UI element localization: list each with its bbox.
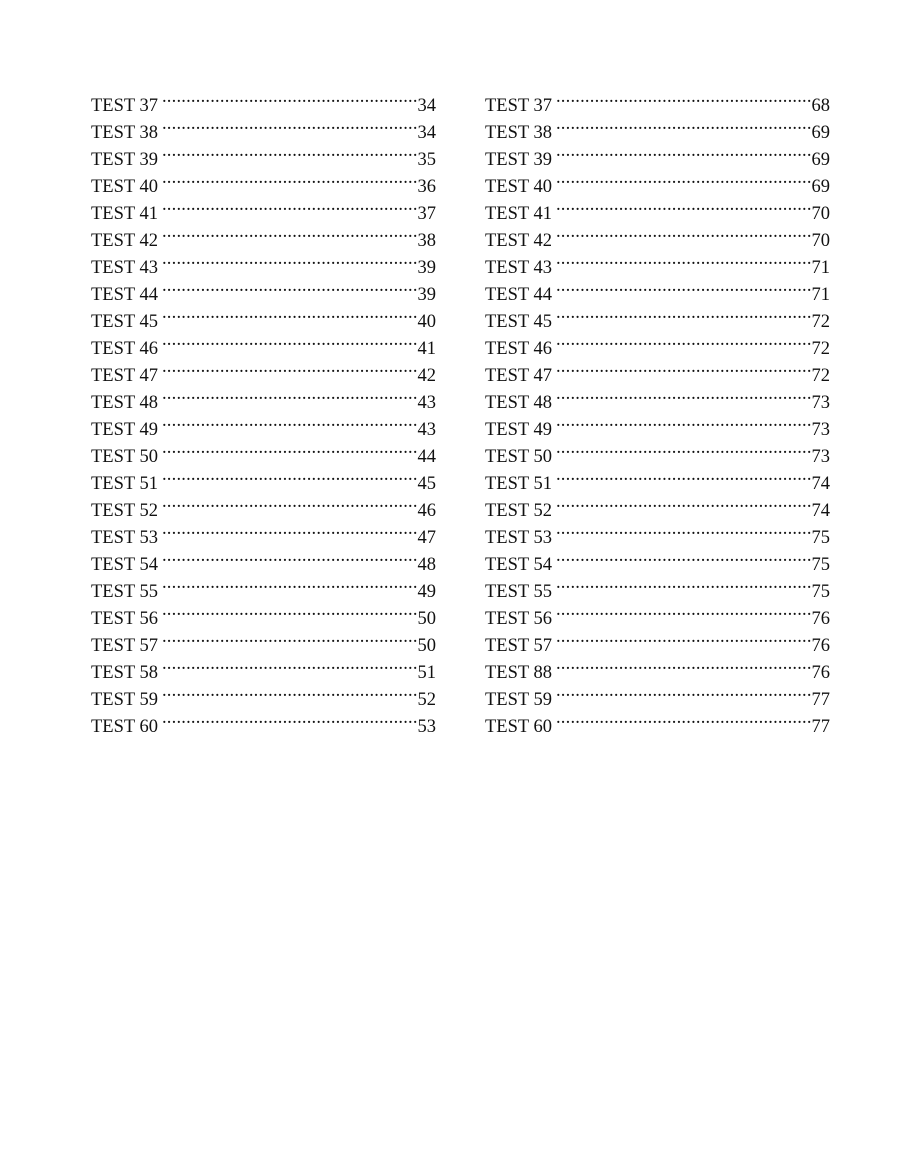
- dot-leader: [556, 219, 811, 246]
- dot-leader: [162, 705, 417, 732]
- toc-entry-page-number: 69: [811, 123, 830, 143]
- toc-entry-label: TEST 54: [485, 555, 552, 575]
- dot-leader: [556, 165, 811, 192]
- toc-entry-page-number: 72: [811, 312, 830, 332]
- toc-entry-label: TEST 55: [485, 582, 552, 602]
- toc-entry-page-number: 52: [417, 690, 436, 710]
- toc-entry-label: TEST 53: [485, 528, 552, 548]
- toc-entry-label: TEST 51: [91, 474, 158, 494]
- toc-entry-page-number: 39: [417, 258, 436, 278]
- toc-entry-page-number: 76: [811, 609, 830, 629]
- toc-entry-label: TEST 56: [91, 609, 158, 629]
- dot-leader: [556, 84, 811, 111]
- dot-leader: [556, 111, 811, 138]
- toc-entry-page-number: 76: [811, 636, 830, 656]
- dot-leader: [556, 354, 811, 381]
- toc-entry-label: TEST 45: [91, 312, 158, 332]
- toc-entry-page-number: 43: [417, 420, 436, 440]
- toc-entry-label: TEST 58: [91, 663, 158, 683]
- toc-entry-label: TEST 54: [91, 555, 158, 575]
- toc-entry-label: TEST 52: [485, 501, 552, 521]
- dot-leader: [162, 489, 417, 516]
- dot-leader: [556, 381, 811, 408]
- toc-entry-label: TEST 46: [91, 339, 158, 359]
- toc-entry-page-number: 71: [811, 285, 830, 305]
- dot-leader: [556, 192, 811, 219]
- toc-entry-page-number: 37: [417, 204, 436, 224]
- dot-leader: [162, 84, 417, 111]
- toc-entry-label: TEST 49: [91, 420, 158, 440]
- toc-entry-page-number: 73: [811, 393, 830, 413]
- dot-leader: [162, 273, 417, 300]
- toc-entry-label: TEST 57: [485, 636, 552, 656]
- toc-entry-label: TEST 48: [485, 393, 552, 413]
- toc-entry: [91, 84, 436, 116]
- toc-entry-page-number: 72: [811, 366, 830, 386]
- dot-leader: [162, 354, 417, 381]
- toc-entry-page-number: 44: [417, 447, 436, 467]
- toc-entry-label: TEST 88: [485, 663, 552, 683]
- dot-leader: [162, 624, 417, 651]
- toc-entry-label: TEST 38: [485, 123, 552, 143]
- toc-entry-page-number: 42: [417, 366, 436, 386]
- dot-leader: [162, 570, 417, 597]
- toc-entry-page-number: 73: [811, 447, 830, 467]
- toc-entry-page-number: 69: [811, 177, 830, 197]
- dot-leader: [556, 246, 811, 273]
- toc-entry-label: TEST 49: [485, 420, 552, 440]
- toc-entry-page-number: 69: [811, 150, 830, 170]
- dot-leader: [162, 246, 417, 273]
- dot-leader: [162, 165, 417, 192]
- toc-entry-page-number: 34: [417, 123, 436, 143]
- dot-leader: [162, 300, 417, 327]
- dot-leader: [162, 543, 417, 570]
- toc-entry-page-number: 74: [811, 501, 830, 521]
- toc-entry-page-number: 34: [417, 96, 436, 116]
- toc-entry-label: TEST 46: [485, 339, 552, 359]
- toc-entry-label: TEST 44: [91, 285, 158, 305]
- dot-leader: [162, 138, 417, 165]
- toc-entry-label: TEST 44: [485, 285, 552, 305]
- dot-leader: [162, 435, 417, 462]
- dot-leader: [556, 570, 811, 597]
- toc-entry-page-number: 75: [811, 528, 830, 548]
- toc-entry-label: TEST 52: [91, 501, 158, 521]
- toc-entry-page-number: 38: [417, 231, 436, 251]
- toc-column-right: [485, 84, 830, 737]
- toc-entry-label: TEST 55: [91, 582, 158, 602]
- toc-entry-page-number: 76: [811, 663, 830, 683]
- toc-entry-label: TEST 41: [485, 204, 552, 224]
- toc-entry-label: TEST 39: [485, 150, 552, 170]
- toc-entry-label: TEST 50: [485, 447, 552, 467]
- dot-leader: [556, 327, 811, 354]
- toc-entry-page-number: 43: [417, 393, 436, 413]
- toc-entry-label: TEST 59: [485, 690, 552, 710]
- dot-leader: [556, 597, 811, 624]
- toc-entry-page-number: 36: [417, 177, 436, 197]
- toc-entry-label: TEST 42: [91, 231, 158, 251]
- toc-entry-page-number: 73: [811, 420, 830, 440]
- toc-entry-page-number: 75: [811, 555, 830, 575]
- toc-entry-page-number: 50: [417, 609, 436, 629]
- toc-entry-page-number: 46: [417, 501, 436, 521]
- toc-entry-page-number: 50: [417, 636, 436, 656]
- dot-leader: [162, 327, 417, 354]
- toc-entry-label: TEST 37: [485, 96, 552, 116]
- dot-leader: [556, 651, 811, 678]
- dot-leader: [556, 273, 811, 300]
- toc-entry-page-number: 35: [417, 150, 436, 170]
- dot-leader: [556, 678, 811, 705]
- toc-column-left: [91, 84, 436, 737]
- toc-entry-page-number: 47: [417, 528, 436, 548]
- toc-entry-page-number: 70: [811, 204, 830, 224]
- dot-leader: [162, 381, 417, 408]
- toc-entry-label: TEST 57: [91, 636, 158, 656]
- toc-entry-label: TEST 38: [91, 123, 158, 143]
- toc-entry-page-number: 39: [417, 285, 436, 305]
- toc-entry-page-number: 51: [417, 663, 436, 683]
- toc-entry-label: TEST 56: [485, 609, 552, 629]
- toc-entry-label: TEST 50: [91, 447, 158, 467]
- dot-leader: [556, 408, 811, 435]
- dot-leader: [162, 408, 417, 435]
- dot-leader: [162, 678, 417, 705]
- toc-entry-label: TEST 59: [91, 690, 158, 710]
- toc-entry-label: TEST 47: [91, 366, 158, 386]
- toc-entry-label: TEST 47: [485, 366, 552, 386]
- toc-entry-page-number: 71: [811, 258, 830, 278]
- dot-leader: [556, 516, 811, 543]
- toc-entry-page-number: 49: [417, 582, 436, 602]
- toc-entry-page-number: 70: [811, 231, 830, 251]
- toc-entry-label: TEST 60: [485, 717, 552, 737]
- toc-entry-page-number: 77: [811, 690, 830, 710]
- dot-leader: [162, 516, 417, 543]
- toc-entry-label: TEST 53: [91, 528, 158, 548]
- toc-entry-page-number: 74: [811, 474, 830, 494]
- toc-entry-page-number: 72: [811, 339, 830, 359]
- dot-leader: [162, 462, 417, 489]
- toc-entry-label: TEST 39: [91, 150, 158, 170]
- toc-entry-label: TEST 43: [485, 258, 552, 278]
- toc-entry-page-number: 45: [417, 474, 436, 494]
- toc-entry-page-number: 75: [811, 582, 830, 602]
- toc-entry-label: TEST 37: [91, 96, 158, 116]
- toc-entry-label: TEST 43: [91, 258, 158, 278]
- dot-leader: [162, 597, 417, 624]
- toc-entry-page-number: 41: [417, 339, 436, 359]
- toc-entry-page-number: 68: [811, 96, 830, 116]
- toc-entry-label: TEST 45: [485, 312, 552, 332]
- toc-entry-label: TEST 40: [91, 177, 158, 197]
- dot-leader: [556, 435, 811, 462]
- toc-entry: [485, 84, 830, 116]
- dot-leader: [162, 192, 417, 219]
- toc-entry-label: TEST 41: [91, 204, 158, 224]
- toc-entry-label: TEST 40: [485, 177, 552, 197]
- dot-leader: [556, 462, 811, 489]
- dot-leader: [556, 138, 811, 165]
- dot-leader: [556, 300, 811, 327]
- dot-leader: [162, 651, 417, 678]
- dot-leader: [162, 111, 417, 138]
- toc-entry-page-number: 77: [811, 717, 830, 737]
- toc-entry-page-number: 48: [417, 555, 436, 575]
- dot-leader: [556, 543, 811, 570]
- toc-entry-page-number: 53: [417, 717, 436, 737]
- dot-leader: [556, 489, 811, 516]
- toc-entry-label: TEST 42: [485, 231, 552, 251]
- dot-leader: [556, 705, 811, 732]
- toc-entry-label: TEST 48: [91, 393, 158, 413]
- dot-leader: [556, 624, 811, 651]
- dot-leader: [162, 219, 417, 246]
- toc-entry-label: TEST 60: [91, 717, 158, 737]
- toc-entry-page-number: 40: [417, 312, 436, 332]
- toc-entry-label: TEST 51: [485, 474, 552, 494]
